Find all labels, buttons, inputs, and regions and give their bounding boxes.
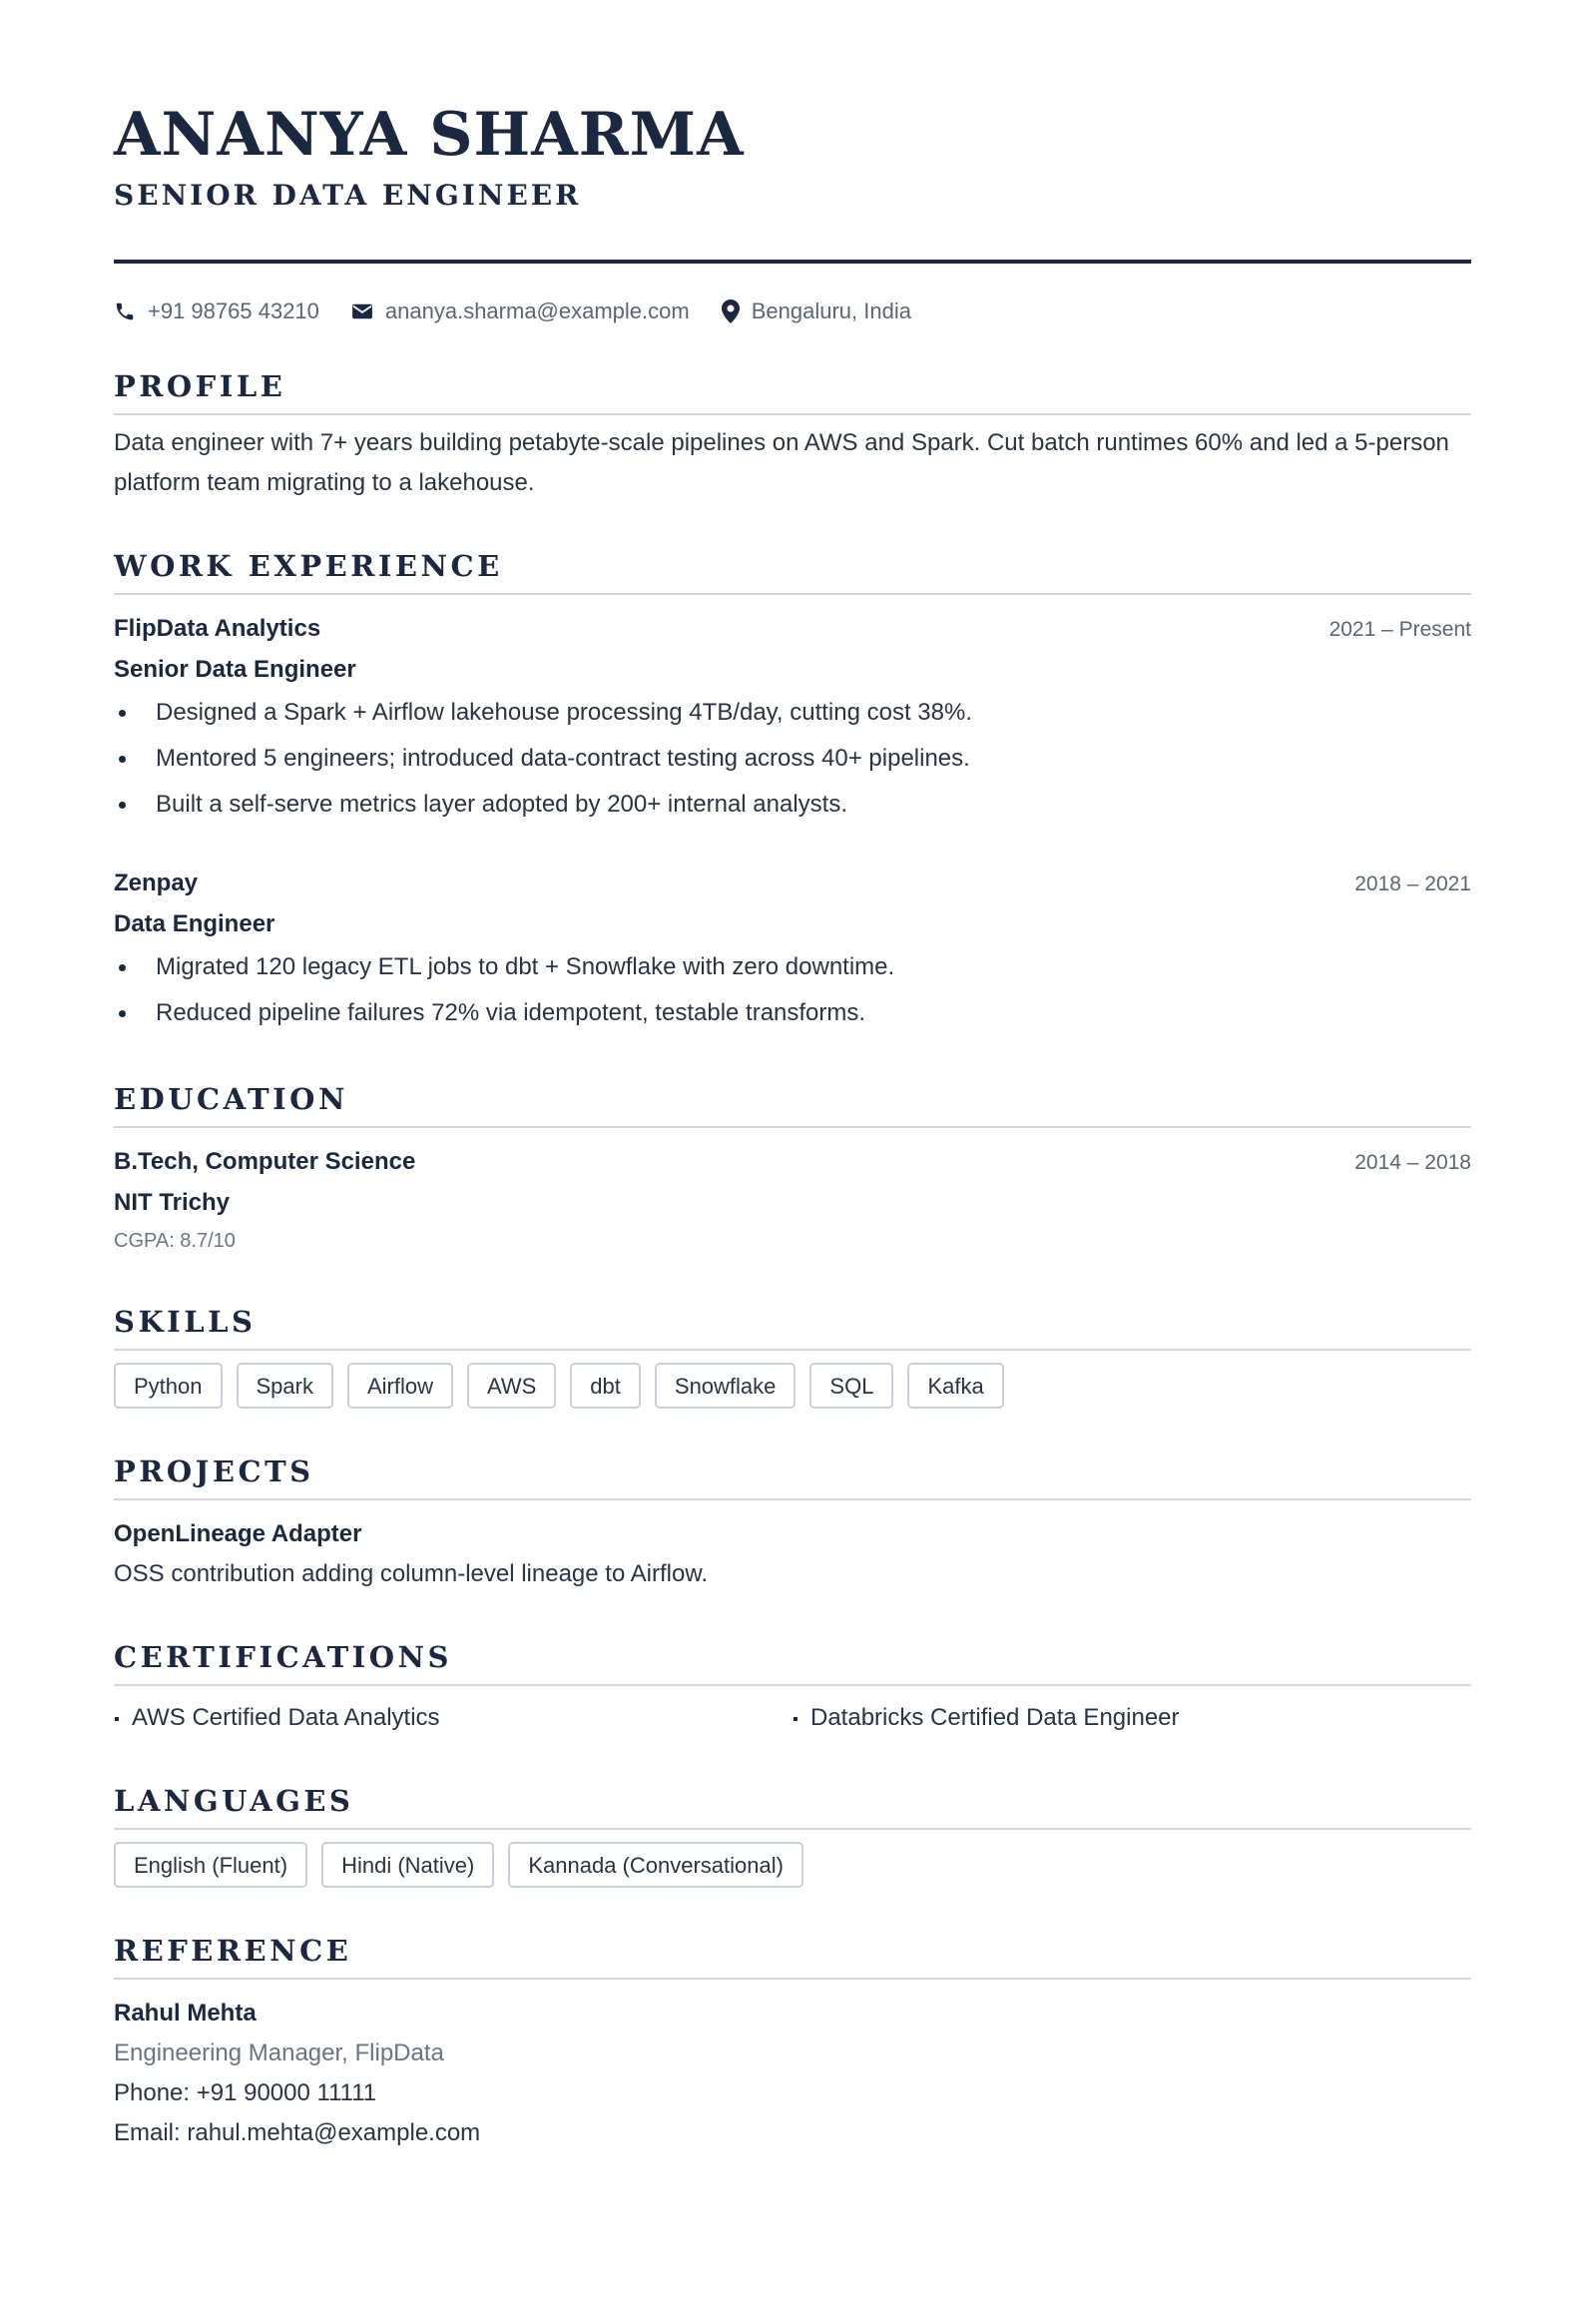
certifications-heading: CERTIFICATIONS [114,1638,1471,1686]
resume-content [114,96,1471,2153]
job-role: Senior Data Engineer [114,656,356,683]
experience-heading: WORK EXPERIENCE [114,547,1471,595]
profile-heading: PROFILE [114,367,1471,415]
job-dates: 2018 – 2021 [1354,872,1471,895]
skills-section [114,1303,1471,1409]
education-gpa: CGPA: 8.7/10 [114,1230,236,1252]
job-bullet: Migrated 120 legacy ETL jobs to dbt + Snowflake with zero downtime. [114,944,1471,990]
job-bullets [114,944,1471,1036]
job-role: Data Engineer [114,910,275,937]
contact-email[interactable] [351,298,690,324]
location-text: Bengaluru, India [751,298,911,323]
job-company: FlipData Analytics [114,615,321,642]
education-section [114,1080,1471,1259]
skill-chip: Python [114,1363,223,1409]
experience-section [114,547,1471,1036]
email-text[interactable]: ananya.sharma@example.com [384,298,690,323]
job-bullets [114,690,1471,828]
projects-heading: PROJECTS [114,1452,1471,1500]
projects-section [114,1452,1471,1594]
location-pin-icon [722,299,740,323]
profile-text: Data engineer with 7+ years building petabyte-scale pipelines on AWS and Spark. Cut batch runtimes 60% and led a 5-person platform team migrating to a lakehouse. [114,429,1449,496]
education-heading: EDUCATION [114,1080,1471,1128]
reference-heading: REFERENCE [114,1932,1471,1980]
candidate-title: SENIOR DATA ENGINEER [114,179,582,212]
skill-chip: dbt [570,1363,641,1409]
reference-position: Engineering Manager, FlipData [114,2039,444,2066]
job-company: Zenpay [114,870,199,896]
job-entry [114,864,1471,1036]
education-degree: B.Tech, Computer Science [114,1148,416,1175]
language-chip: Hindi (Native) [321,1842,494,1888]
languages-heading: LANGUAGES [114,1782,1471,1830]
certification-item: Databricks Certified Data Engineer [792,1698,1471,1738]
mail-icon [351,302,373,320]
education-dates: 2014 – 2018 [1354,1151,1471,1174]
reference-phone: Phone: +91 90000 11111 [114,2079,377,2106]
contact-phone [114,298,319,324]
profile-section [114,367,1471,503]
skill-chip: Snowflake [655,1363,796,1409]
job-bullet: Built a self-serve metrics layer adopted by 200+ internal analysts. [114,782,1471,828]
skill-chip: Kafka [907,1363,1003,1409]
project-description: OSS contribution adding column-level lineage to Airflow. [114,1560,709,1587]
contact-bar [114,295,1471,327]
project-name: OpenLineage Adapter [114,1520,362,1547]
languages-section [114,1782,1471,1888]
skill-chip: Airflow [347,1363,453,1409]
job-bullet: Designed a Spark + Airflow lakehouse processing 4TB/day, cutting cost 38%. [114,690,1471,736]
reference-email[interactable]: Email: rahul.mehta@example.com [114,2119,481,2146]
candidate-name: ANANYA SHARMA [114,100,745,170]
language-chip: English (Fluent) [114,1842,307,1888]
phone-icon [114,300,136,322]
job-bullet: Mentored 5 engineers; introduced data-contract testing across 40+ pipelines. [114,736,1471,782]
certifications-section [114,1638,1471,1738]
skills-heading: SKILLS [114,1303,1471,1351]
header-divider [114,260,1471,264]
skill-chip: SQL [809,1363,893,1409]
job-entry [114,609,1471,828]
skill-chip: AWS [467,1363,556,1409]
phone-text: +91 98765 43210 [148,298,319,323]
certifications-list [114,1698,1471,1738]
skills-list [114,1363,1471,1409]
job-dates: 2021 – Present [1328,618,1471,641]
skill-chip: Spark [237,1363,333,1409]
languages-list [114,1842,1471,1888]
reference-name: Rahul Mehta [114,2000,257,2027]
language-chip: Kannada (Conversational) [508,1842,803,1888]
job-bullet: Reduced pipeline failures 72% via idempotent, testable transforms. [114,990,1471,1036]
reference-section [114,1932,1471,2153]
contact-location [722,298,911,324]
education-entry [114,1142,1471,1259]
education-school: NIT Trichy [114,1189,231,1216]
certification-item: AWS Certified Data Analytics [114,1698,792,1738]
